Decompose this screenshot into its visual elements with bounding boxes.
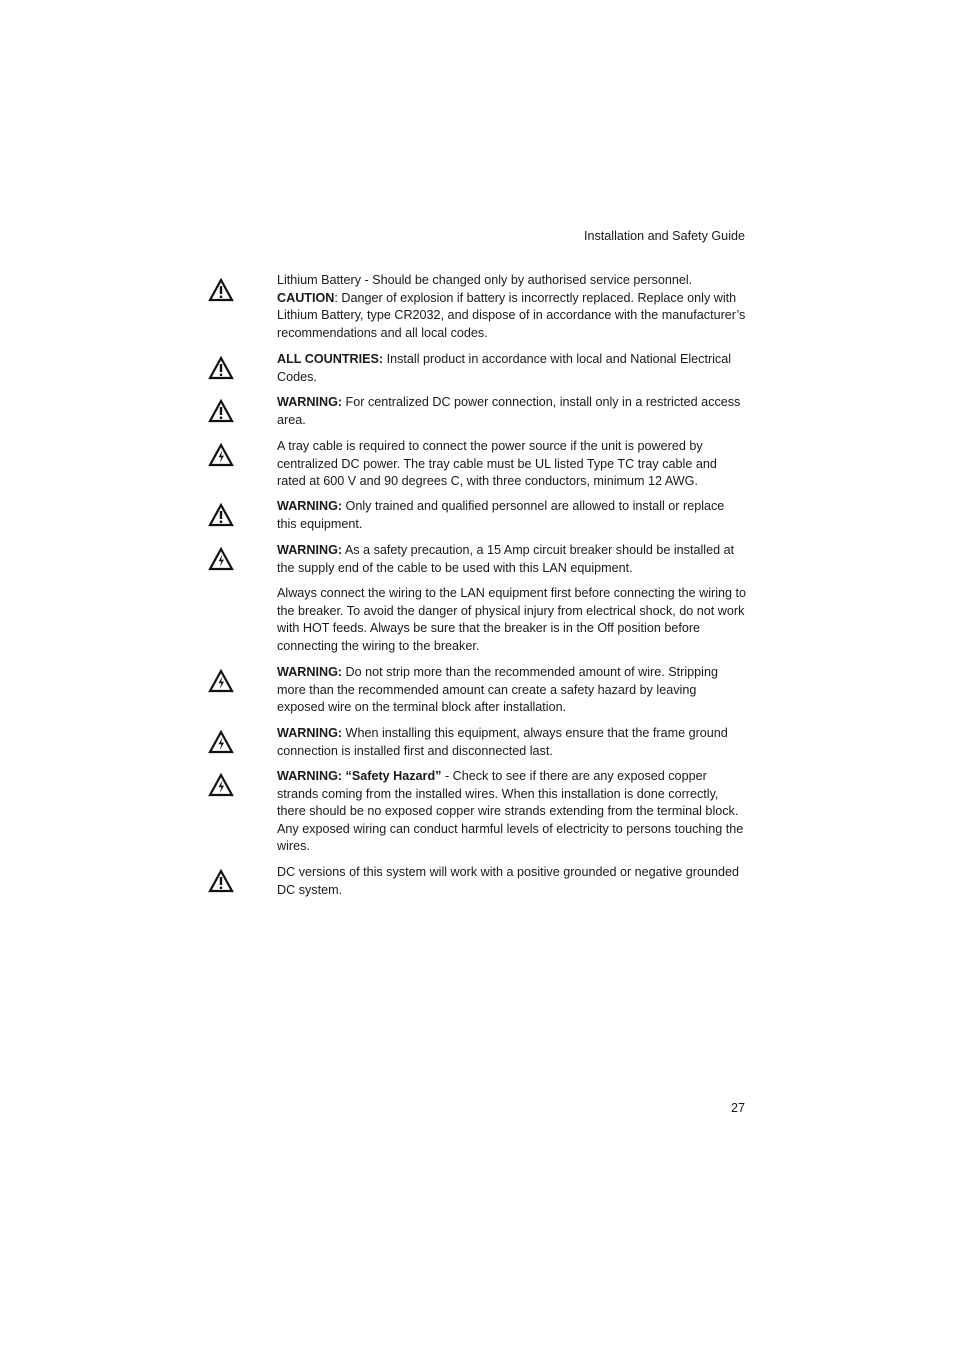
safety-entry-text	[277, 585, 747, 655]
safety-entry-label: CAUTION	[277, 290, 335, 305]
safety-entry-label: WARNING:	[277, 499, 343, 513]
safety-entry-body: Only trained and qualified personnel are allowed to install or replace this equipment.	[277, 499, 725, 531]
safety-entry-label: WARNING:	[277, 543, 343, 557]
safety-entry-body: DC versions of this system will work with a positive grounded or negative grounded DC system.	[277, 865, 739, 897]
page-number: 27	[730, 1101, 745, 1115]
safety-entry-label: WARNING:	[277, 395, 343, 409]
electric-hazard-icon	[208, 773, 234, 797]
safety-entry-text	[277, 394, 747, 429]
safety-entry-text	[277, 272, 747, 342]
running-header: Installation and Safety Guide	[583, 229, 745, 243]
safety-entry-text	[277, 498, 747, 533]
safety-entry-label: WARNING:	[277, 726, 343, 740]
safety-entry-body: Install product in accordance with local and National Electrical Codes.	[277, 352, 732, 384]
safety-entry-text	[277, 438, 747, 491]
safety-entry-body: Do not strip more than the recommended amount of wire. Stripping more than the recommended amount can create a safety hazard by leaving exposed wire on the terminal block after installation.	[277, 665, 718, 715]
safety-entry-body: A tray cable is required to connect the power source if the unit is powered by centralized DC power. The tray cable must be UL listed Type TC tray cable and rated at 600 V and 90 degrees C, with three conductors, minimum 12 AWG.	[277, 439, 717, 489]
safety-entry-text	[277, 864, 747, 899]
safety-entry-body: - Check to see if there are any exposed copper strands coming from the installed wires. When this installation is done correctly, there should be no exposed copper wire strands extending from the terminal block. Any exposed wiring can conduct harmful levels of electricity to persons touching the wires.	[277, 769, 744, 854]
warning-triangle-icon	[208, 503, 234, 527]
electric-hazard-icon	[208, 730, 234, 754]
safety-entry-text	[277, 664, 747, 717]
safety-entry-text	[277, 768, 747, 856]
safety-entry-text	[277, 542, 747, 577]
safety-entry-label: WARNING: “Safety Hazard”	[277, 769, 442, 783]
electric-hazard-icon	[208, 669, 234, 693]
safety-entry-body: When installing this equipment, always ensure that the frame ground connection is installed first and disconnected last.	[277, 726, 728, 758]
safety-entry-body: As a safety precaution, a 15 Amp circuit breaker should be installed at the supply end of the cable to be used with this LAN equipment.	[277, 543, 735, 575]
safety-entry-intro: Lithium Battery - Should be changed only by authorised service personnel.	[277, 273, 693, 287]
safety-entry-body: For centralized DC power connection, install only in a restricted access area.	[277, 395, 741, 427]
warning-triangle-icon	[208, 278, 234, 302]
safety-entry-text	[277, 351, 747, 386]
safety-entry-text	[277, 725, 747, 760]
warning-triangle-icon	[208, 356, 234, 380]
electric-hazard-icon	[208, 443, 234, 467]
safety-entry-body: : Danger of explosion if battery is incorrectly replaced. Replace only with Lithium Battery, type CR2032, and dispose of in accordance with the manufacturer’s recommendations and all local codes.	[277, 290, 746, 340]
safety-entry-body: Always connect the wiring to the LAN equipment first before connecting the wiring to the breaker. To avoid the danger of physical injury from electrical shock, do not work with HOT feeds. Always be sure that the breaker is in the Off position before connecting the wiring to the breaker.	[277, 586, 747, 653]
warning-triangle-icon	[208, 399, 234, 423]
safety-entry-label: ALL COUNTRIES:	[277, 352, 384, 366]
warning-triangle-icon	[208, 869, 234, 893]
electric-hazard-icon	[208, 547, 234, 571]
safety-entry-label: WARNING:	[277, 665, 343, 679]
